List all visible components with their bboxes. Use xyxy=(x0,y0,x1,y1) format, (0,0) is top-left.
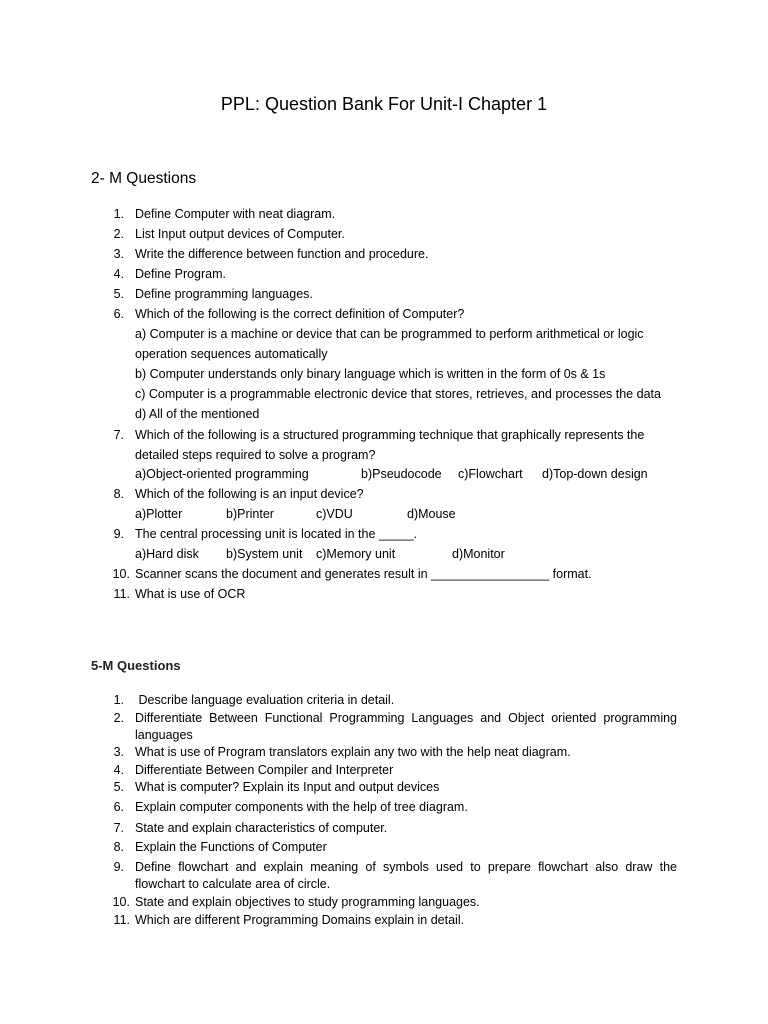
option-text: d)Top-down design xyxy=(542,467,648,481)
option-text: b)Pseudocode xyxy=(361,467,442,481)
list-number: 1. xyxy=(113,207,124,221)
section-heading-2m: 2- M Questions xyxy=(91,170,197,187)
question-text: State and explain characteristics of computer. xyxy=(135,821,388,835)
list-number: 9. xyxy=(113,527,124,541)
question-text: Differentiate Between Compiler and Interpreter xyxy=(135,763,394,777)
list-number: 6. xyxy=(113,800,124,814)
question-text: detailed steps required to solve a program? xyxy=(135,448,376,462)
question-text: flowchart to calculate area of circle. xyxy=(135,877,331,891)
list-number: 1. xyxy=(113,693,124,707)
list-number: 7. xyxy=(113,428,124,442)
option-text: a) Computer is a machine or device that can be programmed to perform arithmetical or logic xyxy=(135,327,644,341)
list-number: 11. xyxy=(113,587,130,601)
question-text: Define Computer with neat diagram. xyxy=(135,207,336,221)
question-text: Write the difference between function and procedure. xyxy=(135,247,429,261)
question-text: The central processing unit is located in the _____. xyxy=(135,527,418,541)
question-text: Define programming languages. xyxy=(135,287,313,301)
list-number: 2. xyxy=(113,227,124,241)
question-text: Describe language evaluation criteria in detail. xyxy=(135,693,395,707)
question-text: Which of the following is a structured programming technique that graphically represents the xyxy=(135,428,645,442)
question-text: Which of the following is an input device? xyxy=(135,487,364,501)
question-text: List Input output devices of Computer. xyxy=(135,227,345,241)
option-text: a)Object-oriented programming xyxy=(135,467,309,481)
question-text: State and explain objectives to study programming languages. xyxy=(135,895,480,909)
option-text: d)Monitor xyxy=(452,547,505,561)
option-text: operation sequences automatically xyxy=(135,347,328,361)
question-text: Explain the Functions of Computer xyxy=(135,840,327,854)
list-number: 7. xyxy=(113,821,124,835)
option-text: b)System unit xyxy=(226,547,303,561)
list-number: 4. xyxy=(113,267,124,281)
list-number: 8. xyxy=(113,840,124,854)
question-text: What is use of Program translators explain any two with the help neat diagram. xyxy=(135,745,571,759)
list-number: 4. xyxy=(113,763,124,777)
option-text: a)Hard disk xyxy=(135,547,199,561)
option-text: d) All of the mentioned xyxy=(135,407,260,421)
list-number: 11. xyxy=(113,913,130,927)
list-number: 10. xyxy=(112,895,130,909)
question-text: Define Program. xyxy=(135,267,227,281)
list-number: 2. xyxy=(113,711,124,725)
option-text: c)VDU xyxy=(316,507,353,521)
page-title: PPL: Question Bank For Unit-I Chapter 1 xyxy=(220,94,548,114)
question-text: What is use of OCR xyxy=(135,587,246,601)
question-text: Explain computer components with the help of tree diagram. xyxy=(135,800,468,814)
list-number: 5. xyxy=(113,287,124,301)
question-text: Define flowchart and explain meaning of symbols used to prepare flowchart also draw the xyxy=(135,860,677,874)
question-text: Differentiate Between Functional Programming Languages and Object oriented programming xyxy=(135,711,677,725)
question-text: Scanner scans the document and generates result in _________________ format. xyxy=(135,567,592,581)
option-text: c) Computer is a programmable electronic device that stores, retrieves, and processes the data xyxy=(135,387,661,401)
list-number: 10. xyxy=(112,567,130,581)
question-text: languages xyxy=(135,728,193,742)
list-number: 5. xyxy=(113,780,124,794)
list-number: 3. xyxy=(113,247,124,261)
question-text: Which are different Programming Domains explain in detail. xyxy=(135,913,465,927)
list-number: 3. xyxy=(113,745,124,759)
option-text: b) Computer understands only binary language which is written in the form of 0s & 1s xyxy=(135,367,606,381)
option-text: c)Flowchart xyxy=(458,467,523,481)
list-number: 8. xyxy=(113,487,124,501)
option-text: c)Memory unit xyxy=(316,547,396,561)
list-number: 6. xyxy=(113,307,124,321)
section-heading-5m: 5-M Questions xyxy=(91,658,181,673)
question-text: Which of the following is the correct definition of Computer? xyxy=(135,307,465,321)
question-text: What is computer? Explain its Input and output devices xyxy=(135,780,440,794)
option-text: a)Plotter xyxy=(135,507,183,521)
option-text: d)Mouse xyxy=(407,507,456,521)
option-text: b)Printer xyxy=(226,507,274,521)
list-number: 9. xyxy=(113,860,124,874)
